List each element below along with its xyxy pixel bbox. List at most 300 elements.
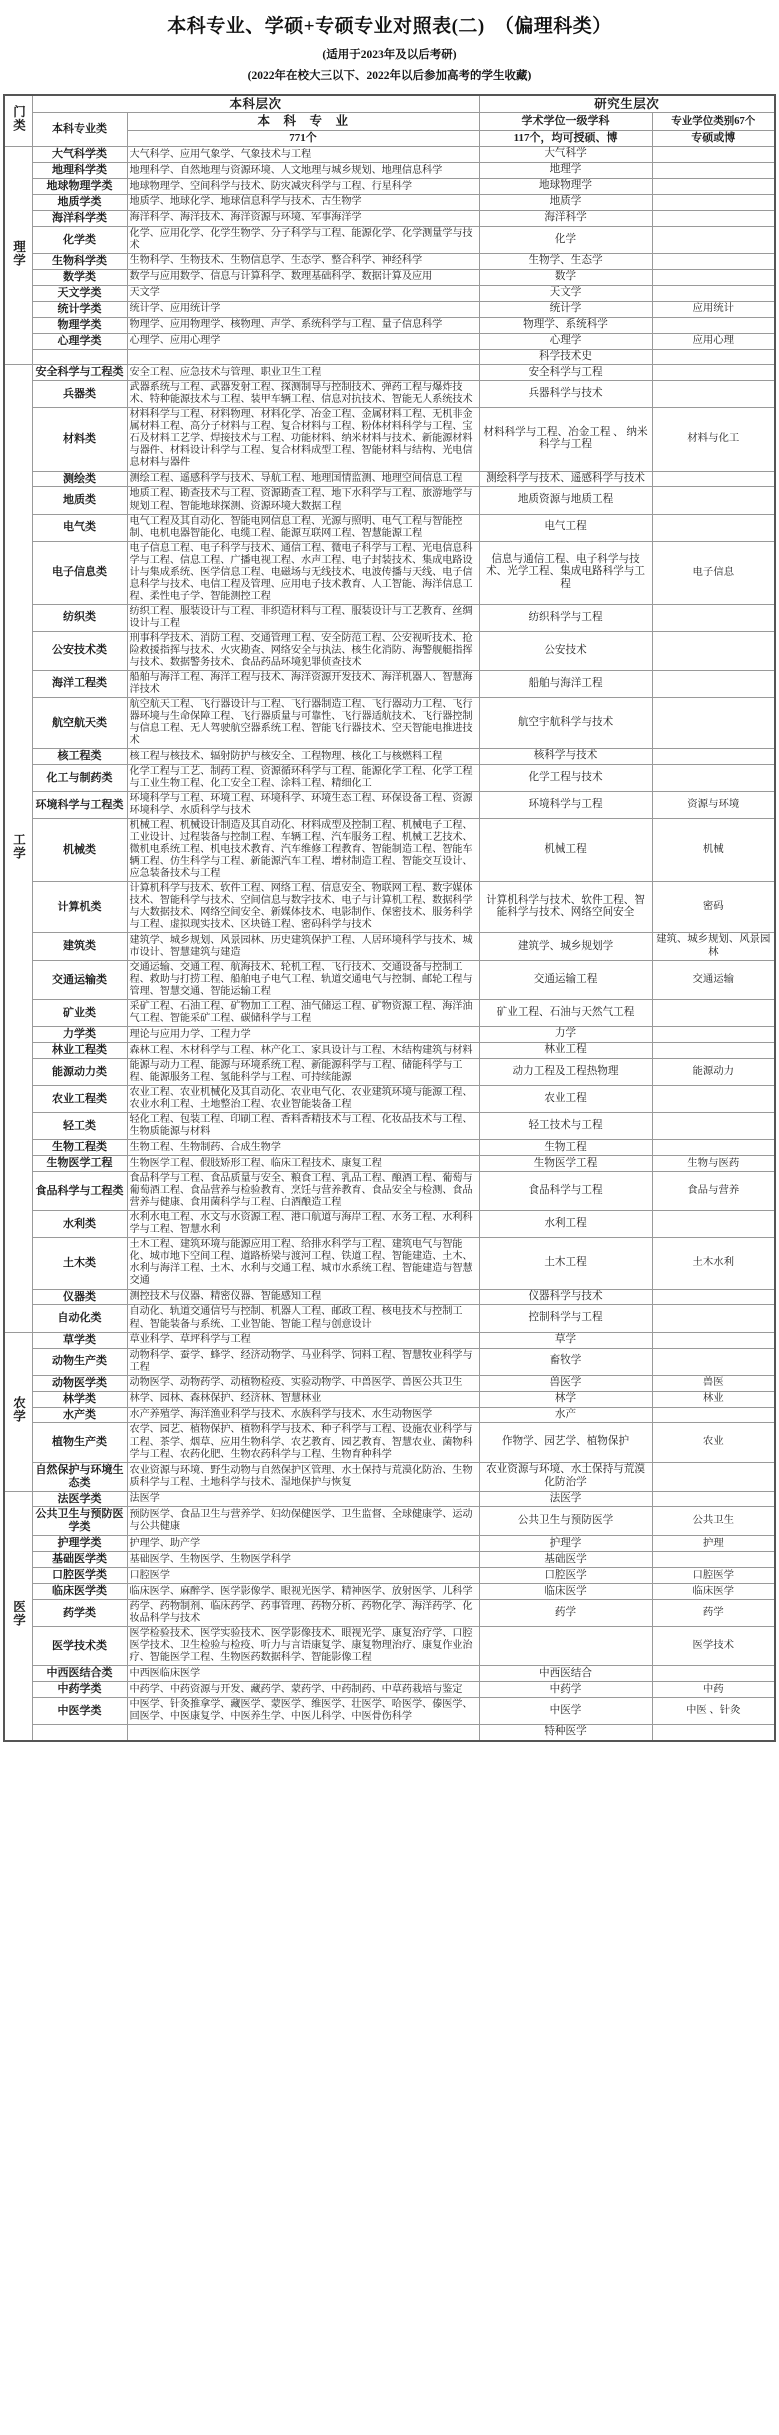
undergrad-majors-cell: 天文学 [127,285,479,301]
professional-degree-cell [652,1113,775,1140]
professional-degree-cell [652,487,775,514]
table-row [4,882,775,933]
undergrad-majors-cell: 法医学 [127,1491,479,1507]
professional-degree-cell [652,1027,775,1043]
professional-degree-cell: 生物与医药 [652,1156,775,1172]
academic-discipline-cell: 地质学 [479,195,652,211]
undergrad-majors-cell: 食品科学与工程、食品质量与安全、粮食工程、乳品工程、酿酒工程、葡萄与葡萄酒工程、食品营养与检验教育、烹饪与营养教育、食品安全与检测、食品营养与健康、食用菌科学与工程、白酒酿造工程 [127,1172,479,1211]
academic-discipline-cell: 兽医学 [479,1375,652,1391]
professional-degree-cell: 药学 [652,1600,775,1627]
table-row [4,1043,775,1059]
table-row [4,1113,775,1140]
academic-discipline-cell: 化学工程与技术 [479,765,652,792]
undergrad-category-cell: 林学类 [32,1391,127,1407]
undergrad-category-cell: 口腔医学类 [32,1568,127,1584]
header-undergrad-category: 本科专业类 [32,113,127,147]
table-row [4,210,775,226]
undergrad-category-cell: 材料类 [32,408,127,471]
academic-discipline-cell: 矿业工程、石油与天然气工程 [479,1000,652,1027]
undergrad-category-cell: 土木类 [32,1238,127,1289]
undergrad-majors-cell: 农学、园艺、植物保护、植物科学与技术、种子科学与工程、设施农业科学与工程、茶学、烟草、应用生物科学、农艺教育、园艺教育、智慧农业、菌物科学与工程、农药化肥、生物农药科学与工程、生物育种科学 [127,1423,479,1462]
table-row [4,163,775,179]
undergrad-majors-cell: 化学、应用化学、化学生物学、分子科学与工程、能源化学、化学测量学与技术 [127,226,479,253]
undergrad-category-cell: 植物生产类 [32,1423,127,1462]
header-men-lei [4,95,32,147]
professional-degree-cell [652,1211,775,1238]
academic-discipline-cell: 天文学 [479,285,652,301]
page-subtitle-audience: (2022年在校大三以下、2022年以后参加高考的学生收藏) [247,69,532,82]
academic-discipline-cell: 轻工技术与工程 [479,1113,652,1140]
undergrad-category-cell: 安全科学与工程类 [32,365,127,381]
academic-discipline-cell: 建筑学、城乡规划学 [479,933,652,961]
header-row-columns [4,113,775,131]
professional-degree-cell: 医学技术 [652,1627,775,1666]
academic-discipline-cell: 林学 [479,1391,652,1407]
table-row [4,1698,775,1725]
academic-discipline-cell: 科学技术史 [479,349,652,365]
men-lei-label: 农学 [11,1396,26,1424]
professional-degree-cell [652,670,775,697]
table-row [4,333,775,349]
undergrad-majors-cell: 药学、药物制剂、临床药学、药事管理、药物分析、药物化学、海洋药学、化妆品科学与技术 [127,1600,479,1627]
header-academic-count: 117个，均可授硕、博 [479,131,652,147]
undergrad-category-cell: 机械类 [32,819,127,882]
academic-discipline-cell: 电气工程 [479,514,652,541]
undergrad-category-cell: 海洋工程类 [32,670,127,697]
undergrad-category-cell: 统计学类 [32,301,127,317]
undergrad-category-cell: 纺织类 [32,604,127,631]
undergrad-category-cell: 药学类 [32,1600,127,1627]
undergrad-majors-cell: 地理科学、自然地理与资源环境、人文地理与城乡规划、地理信息科学 [127,163,479,179]
undergrad-category-cell: 动物医学类 [32,1375,127,1391]
table-row [4,365,775,381]
undergrad-majors-cell: 自动化、轨道交通信号与控制、机器人工程、邮政工程、核电技术与控制工程、智能装备与系统、工业智能、智能工程与创意设计 [127,1305,479,1332]
professional-degree-cell: 食品与营养 [652,1172,775,1211]
table-row [4,349,775,365]
academic-discipline-cell: 土木工程 [479,1238,652,1289]
undergrad-majors-cell: 纺织工程、服装设计与工程、非织造材料与工程、服装设计与工艺教育、丝绸设计与工程 [127,604,479,631]
professional-degree-cell: 密码 [652,882,775,933]
academic-discipline-cell: 生物学、生态学 [479,254,652,270]
undergrad-majors-cell: 动物科学、蚕学、蜂学、经济动物学、马业科学、饲料工程、智慧牧业科学与工程 [127,1348,479,1375]
academic-discipline-cell: 兵器科学与技术 [479,381,652,408]
undergrad-category-cell: 矿业类 [32,1000,127,1027]
table-row [4,1000,775,1027]
undergrad-category-cell: 能源动力类 [32,1059,127,1086]
undergrad-majors-cell: 建筑学、城乡规划、风景园林、历史建筑保护工程、人居环境科学与技术、城市设计、智慧建筑与建造 [127,933,479,961]
undergrad-majors-cell: 中西医临床医学 [127,1666,479,1682]
academic-discipline-cell: 公共卫生与预防医学 [479,1507,652,1536]
undergrad-majors-cell: 安全工程、应急技术与管理、职业卫生工程 [127,365,479,381]
professional-degree-cell [652,514,775,541]
table-row [4,487,775,514]
table-row [4,792,775,819]
table-row [4,1682,775,1698]
undergrad-majors-cell: 武器系统与工程、武器发射工程、探测制导与控制技术、弹药工程与爆炸技术、特种能源技术与工程、装甲车辆工程、信息对抗技术、智能无人系统技术 [127,381,479,408]
academic-discipline-cell: 特种医学 [479,1725,652,1741]
header-academic-degree: 学术学位一级学科 [479,113,652,131]
professional-degree-cell [652,604,775,631]
undergrad-majors-cell: 理论与应用力学、工程力学 [127,1027,479,1043]
professional-degree-cell: 公共卫生 [652,1507,775,1536]
undergrad-majors-cell: 地质工程、勘查技术与工程、资源勘查工程、地下水科学与工程、旅游地学与规划工程、智能地球探测、资源环境大数据工程 [127,487,479,514]
academic-discipline-cell: 动力工程及工程热物理 [479,1059,652,1086]
table-row [4,1552,775,1568]
academic-discipline-cell: 仪器科学与技术 [479,1289,652,1305]
table-row [4,1238,775,1289]
undergrad-category-cell: 海洋科学类 [32,210,127,226]
header-grad-level: 研究生层次 [479,95,775,113]
undergrad-category-cell: 中医学类 [32,1698,127,1725]
table-row [4,1059,775,1086]
academic-discipline-cell: 控制科学与工程 [479,1305,652,1332]
undergrad-majors-cell: 船舶与海洋工程、海洋工程与技术、海洋资源开发技术、海洋机器人、智慧海洋技术 [127,670,479,697]
undergrad-majors-cell: 森林工程、木材科学与工程、林产化工、家具设计与工程、木结构建筑与材料 [127,1043,479,1059]
undergrad-majors-cell: 心理学、应用心理学 [127,333,479,349]
men-lei-cell [4,147,32,365]
undergrad-category-cell: 水利类 [32,1211,127,1238]
undergrad-majors-cell: 测绘工程、遥感科学与技术、导航工程、地理国情监测、地理空间信息工程 [127,471,479,487]
table-row [4,1289,775,1305]
undergrad-majors-cell: 轻化工程、包装工程、印刷工程、香料香精技术与工程、化妆品技术与工程、生物质能源与材料 [127,1113,479,1140]
table-row [4,1305,775,1332]
table-row [4,1600,775,1627]
academic-discipline-cell: 材料科学与工程、冶金工程 、 纳米科学与工程 [479,408,652,471]
academic-discipline-cell: 纺织科学与工程 [479,604,652,631]
undergrad-category-cell: 航空航天类 [32,697,127,748]
undergrad-majors-cell: 水产养殖学、海洋渔业科学与技术、水族科学与技术、水生动物医学 [127,1407,479,1423]
table-row [4,269,775,285]
professional-degree-cell [652,1552,775,1568]
undergrad-majors-cell: 数学与应用数学、信息与计算科学、数理基础科学、数据计算及应用 [127,269,479,285]
professional-degree-cell [652,1462,775,1491]
table-row [4,1584,775,1600]
professional-degree-cell: 机械 [652,819,775,882]
undergrad-majors-cell: 草业科学、草坪科学与工程 [127,1332,479,1348]
undergrad-majors-cell: 采矿工程、石油工程、矿物加工工程、油气储运工程、矿物资源工程、海洋油气工程、智能采矿工程、碳储科学与工程 [127,1000,479,1027]
men-lei-label: 工学 [11,833,26,861]
undergrad-category-cell: 交通运输类 [32,961,127,1000]
undergrad-majors-cell: 海洋科学、海洋技术、海洋资源与环境、军事海洋学 [127,210,479,226]
academic-discipline-cell: 地理学 [479,163,652,179]
professional-degree-cell: 农业 [652,1423,775,1462]
undergrad-category-cell: 自动化类 [32,1305,127,1332]
undergrad-category-cell: 轻工类 [32,1113,127,1140]
academic-discipline-cell: 口腔医学 [479,1568,652,1584]
undergrad-category-cell: 林业工程类 [32,1043,127,1059]
header-row-levels [4,95,775,113]
professional-degree-cell: 兽医 [652,1375,775,1391]
undergrad-category-cell: 中药学类 [32,1682,127,1698]
undergrad-category-cell: 农业工程类 [32,1086,127,1113]
undergrad-majors-cell: 电子信息工程、电子科学与技术、通信工程、微电子科学与工程、光电信息科学与工程、信息工程、广播电视工程、水声工程、电子封装技术、集成电路设计与集成系统、医学信息工程、电磁场与无线技术、电波传播与天线、电子信息科学与技术、电信工程及管理、应用电子技术教育、人工智能、海洋信息工程、柔性电子学、智能测控工程 [127,541,479,604]
academic-discipline-cell: 生物工程 [479,1140,652,1156]
academic-discipline-cell: 基础医学 [479,1552,652,1568]
professional-degree-cell [652,269,775,285]
table-row [4,1332,775,1348]
undergrad-majors-cell: 医学检验技术、医学实验技术、医学影像技术、眼视光学、康复治疗学、口腔医学技术、卫生检验与检疫、听力与言语康复学、康复物理治疗、康复作业治疗、智能医学工程、生物医药数据科学、智能影像工程 [127,1627,479,1666]
table-row [4,1375,775,1391]
professional-degree-cell: 应用心理 [652,333,775,349]
academic-discipline-cell: 机械工程 [479,819,652,882]
undergrad-category-cell [32,349,127,365]
professional-degree-cell [652,1725,775,1741]
academic-discipline-cell: 核科学与技术 [479,749,652,765]
undergrad-majors-cell: 水利水电工程、水文与水资源工程、港口航道与海岸工程、水务工程、水利科学与工程、智慧水利 [127,1211,479,1238]
header-undergrad-count: 771个 [127,131,479,147]
professional-degree-cell: 电子信息 [652,541,775,604]
professional-degree-cell [652,471,775,487]
undergrad-category-cell: 计算机类 [32,882,127,933]
undergrad-category-cell: 生物科学类 [32,254,127,270]
academic-discipline-cell: 公安技术 [479,631,652,670]
undergrad-category-cell: 电气类 [32,514,127,541]
undergrad-majors-cell: 口腔医学 [127,1568,479,1584]
table-row [4,1086,775,1113]
academic-discipline-cell: 中药学 [479,1682,652,1698]
undergrad-majors-cell: 林学、园林、森林保护、经济林、智慧林业 [127,1391,479,1407]
undergrad-category-cell: 草学类 [32,1332,127,1348]
academic-discipline-cell: 统计学 [479,301,652,317]
undergrad-majors-cell: 生物工程、生物制药、合成生物学 [127,1140,479,1156]
men-lei-cell [4,1332,32,1491]
professional-degree-cell [652,1140,775,1156]
undergrad-category-cell: 中西医结合类 [32,1666,127,1682]
academic-discipline-cell: 临床医学 [479,1584,652,1600]
undergrad-majors-cell: 大气科学、应用气象学、气象技术与工程 [127,147,479,163]
academic-discipline-cell: 物理学、系统科学 [479,317,652,333]
table-row [4,285,775,301]
table-row [4,1725,775,1741]
academic-discipline-cell: 农业资源与环境、水土保持与荒漠化防治学 [479,1462,652,1491]
table-row [4,1507,775,1536]
academic-discipline-cell: 安全科学与工程 [479,365,652,381]
professional-degree-cell [652,147,775,163]
professional-degree-cell [652,1407,775,1423]
undergrad-category-cell: 公安技术类 [32,631,127,670]
table-row [4,381,775,408]
header-professional-degree: 专业学位类别67个 [652,113,775,131]
table-row [4,1568,775,1584]
academic-discipline-cell: 地球物理学 [479,179,652,195]
professional-degree-cell [652,765,775,792]
academic-discipline-cell: 水产 [479,1407,652,1423]
table-row [4,541,775,604]
page-subtitle-applicability: (适用于2023年及以后考研) [322,48,457,61]
undergrad-category-cell: 动物生产类 [32,1348,127,1375]
table-row [4,408,775,471]
men-lei-label: 医学 [11,1600,26,1628]
table-row [4,1348,775,1375]
academic-discipline-cell: 环境科学与工程 [479,792,652,819]
academic-discipline-cell: 船舶与海洋工程 [479,670,652,697]
academic-discipline-cell: 法医学 [479,1491,652,1507]
undergrad-majors-cell: 电气工程及其自动化、智能电网信息工程、光源与照明、电气工程与智能控制、电机电器智能化、电缆工程、能源互联网工程、智慧能源工程 [127,514,479,541]
undergrad-category-cell: 化学类 [32,226,127,253]
undergrad-majors-cell: 地质学、地球化学、地球信息科学与技术、古生物学 [127,195,479,211]
page-title: 本科专业、学硕+专硕专业对照表(二) （偏理科类） [167,16,612,37]
undergrad-majors-cell [127,349,479,365]
table-row [4,933,775,961]
table-row [4,254,775,270]
table-row [4,1462,775,1491]
undergrad-category-cell: 地理科学类 [32,163,127,179]
academic-discipline-cell: 药学 [479,1600,652,1627]
academic-discipline-cell: 力学 [479,1027,652,1043]
undergrad-majors-cell: 航空航天工程、飞行器设计与工程、飞行器制造工程、飞行器动力工程、飞行器环境与生命保障工程、飞行器质量与可靠性、飞行器适航技术、飞行器控制与信息工程、无人驾驶航空器系统工程、智能飞行器技术、空天智能电推进技术 [127,697,479,748]
professional-degree-cell [652,365,775,381]
academic-discipline-cell: 航空宇航科学与技术 [479,697,652,748]
table-row [4,749,775,765]
undergrad-majors-cell: 动物医学、动物药学、动植物检疫、实验动物学、中兽医学、兽医公共卫生 [127,1375,479,1391]
table-row [4,226,775,253]
undergrad-category-cell: 仪器类 [32,1289,127,1305]
table-row [4,1491,775,1507]
table-row [4,471,775,487]
table-row [4,1407,775,1423]
undergrad-majors-cell: 计算机科学与技术、软件工程、网络工程、信息安全、物联网工程、数字媒体技术、智能科学与技术、空间信息与数字技术、电子与计算机工程、数据科学与大数据技术、网络空间安全、新媒体技术、电影制作、保密技术、服务科学与工程、虚拟现实技术、区块链工程、密码科学与技术 [127,882,479,933]
professional-degree-cell [652,1348,775,1375]
academic-discipline-cell: 草学 [479,1332,652,1348]
academic-discipline-cell: 数学 [479,269,652,285]
professional-degree-cell: 建筑、城乡规划、风景园林 [652,933,775,961]
academic-discipline-cell: 林业工程 [479,1043,652,1059]
undergrad-category-cell: 法医学类 [32,1491,127,1507]
professional-degree-cell [652,349,775,365]
professional-degree-cell: 土木水利 [652,1238,775,1289]
table-row [4,670,775,697]
men-lei-label: 理学 [11,240,26,268]
undergrad-category-cell [32,1725,127,1741]
academic-discipline-cell [479,1627,652,1666]
undergrad-majors-cell: 环境科学与工程、环境工程、环境科学、环境生态工程、环保设备工程、资源环境科学、水质科学与技术 [127,792,479,819]
undergrad-majors-cell: 农业工程、农业机械化及其自动化、农业电气化、农业建筑环境与能源工程、农业水利工程、土地整治工程、农业智能装备工程 [127,1086,479,1113]
professional-degree-cell: 中药 [652,1682,775,1698]
undergrad-category-cell: 建筑类 [32,933,127,961]
professional-degree-cell [652,1305,775,1332]
professional-degree-cell [652,285,775,301]
undergrad-category-cell: 地质学类 [32,195,127,211]
header-men-lei-label: 门类 [11,105,26,133]
table-row [4,697,775,748]
undergrad-category-cell: 力学类 [32,1027,127,1043]
undergrad-majors-cell: 物理学、应用物理学、核物理、声学、系统科学与工程、量子信息科学 [127,317,479,333]
header-professional-count: 专硕或博 [652,131,775,147]
undergrad-category-cell: 物理学类 [32,317,127,333]
undergrad-majors-cell: 测控技术与仪器、精密仪器、智能感知工程 [127,1289,479,1305]
academic-discipline-cell: 食品科学与工程 [479,1172,652,1211]
undergrad-category-cell: 自然保护与环境生态类 [32,1462,127,1491]
table-row [4,1156,775,1172]
table-row [4,1027,775,1043]
professional-degree-cell: 资源与环境 [652,792,775,819]
undergrad-majors-cell: 土木工程、建筑环境与能源应用工程、给排水科学与工程、建筑电气与智能化、城市地下空间工程、道路桥梁与渡河工程、铁道工程、智能建造、土木、水利与海洋工程、土木、水利与交通工程、城市水系统工程、智能建造与智慧交通 [127,1238,479,1289]
undergrad-majors-cell: 中药学、中药资源与开发、藏药学、蒙药学、中药制药、中草药栽培与鉴定 [127,1682,479,1698]
table-row [4,604,775,631]
undergrad-category-cell: 水产类 [32,1407,127,1423]
comparison-table [3,94,776,1742]
professional-degree-cell [652,195,775,211]
undergrad-category-cell: 地球物理学类 [32,179,127,195]
undergrad-majors-cell: 核工程与核技术、辐射防护与核安全、工程物理、核化工与核燃料工程 [127,749,479,765]
table-row [4,1391,775,1407]
table-row [4,765,775,792]
men-lei-cell [4,1491,32,1741]
professional-degree-cell: 护理 [652,1536,775,1552]
professional-degree-cell [652,254,775,270]
professional-degree-cell [652,179,775,195]
undergrad-majors-cell: 生物医学工程、假肢矫形工程、临床工程技术、康复工程 [127,1156,479,1172]
academic-discipline-cell: 生物医学工程 [479,1156,652,1172]
header-undergrad-major: 本 科 专 业 [127,113,479,131]
academic-discipline-cell: 农业工程 [479,1086,652,1113]
professional-degree-cell [652,226,775,253]
undergrad-majors-cell: 能源与动力工程、能源与环境系统工程、新能源科学与工程、储能科学与工程、能源服务工程、氢能科学与工程、可持续能源 [127,1059,479,1086]
undergrad-category-cell: 大气科学类 [32,147,127,163]
undergrad-majors-cell: 刑事科学技术、消防工程、交通管理工程、安全防范工程、公安视听技术、抢险救援指挥与技术、火灾勘查、网络安全与执法、核生化消防、海警舰艇指挥与技术、数据警务技术、食品药品环境犯罪侦查技术 [127,631,479,670]
table-row [4,1211,775,1238]
table-header [4,95,775,147]
table-row [4,514,775,541]
table-row [4,1140,775,1156]
undergrad-category-cell: 兵器类 [32,381,127,408]
undergrad-category-cell: 心理学类 [32,333,127,349]
professional-degree-cell [652,1491,775,1507]
professional-degree-cell: 应用统计 [652,301,775,317]
professional-degree-cell: 中医 、针灸 [652,1698,775,1725]
undergrad-majors-cell: 交通运输、交通工程、航海技术、轮机工程、飞行技术、交通设备与控制工程、救助与打捞工程、船舶电子电气工程、轨道交通电气与控制、邮轮工程与管理、智慧交通、智能运输工程 [127,961,479,1000]
undergrad-category-cell: 基础医学类 [32,1552,127,1568]
undergrad-category-cell: 医学技术类 [32,1627,127,1666]
academic-discipline-cell: 计算机科学与技术、软件工程、智能科学与技术、网络空间安全 [479,882,652,933]
academic-discipline-cell: 作物学、园艺学、植物保护 [479,1423,652,1462]
professional-degree-cell [652,381,775,408]
table-row [4,147,775,163]
undergrad-majors-cell: 预防医学、食品卫生与营养学、妇幼保健医学、卫生监督、全球健康学、运动与公共健康 [127,1507,479,1536]
undergrad-category-cell: 数学类 [32,269,127,285]
undergrad-category-cell: 食品科学与工程类 [32,1172,127,1211]
undergrad-category-cell: 临床医学类 [32,1584,127,1600]
professional-degree-cell [652,1000,775,1027]
professional-degree-cell [652,697,775,748]
undergrad-majors-cell: 机械工程、机械设计制造及其自动化、材料成型及控制工程、机械电子工程、工业设计、过程装备与控制工程、车辆工程、汽车服务工程、机械工艺技术、微机电系统工程、机电技术教育、汽车维修工程教育、智能制造工程、智能车辆工程、仿生科学与工程、新能源汽车工程、增材制造工程、智能交互设计、应急装备技术与工程 [127,819,479,882]
academic-discipline-cell: 测绘科学与技术、遥感科学与技术 [479,471,652,487]
undergrad-category-cell: 化工与制药类 [32,765,127,792]
table-row [4,1172,775,1211]
professional-degree-cell [652,163,775,179]
undergrad-majors-cell: 护理学、助产学 [127,1536,479,1552]
undergrad-majors-cell: 化学工程与工艺、制药工程、资源循环科学与工程、能源化学工程、化学工程与工业生物工程、化工安全工程、涂料工程、精细化工 [127,765,479,792]
professional-degree-cell [652,1043,775,1059]
table-row [4,1627,775,1666]
professional-degree-cell [652,749,775,765]
professional-degree-cell [652,1289,775,1305]
professional-degree-cell: 临床医学 [652,1584,775,1600]
academic-discipline-cell: 信息与通信工程、电子科学与技术、光学工程、集成电路科学与工程 [479,541,652,604]
table-row [4,179,775,195]
undergrad-category-cell: 天文学类 [32,285,127,301]
professional-degree-cell [652,1332,775,1348]
undergrad-category-cell: 生物医学工程 [32,1156,127,1172]
table-row [4,631,775,670]
professional-degree-cell [652,631,775,670]
academic-discipline-cell: 畜牧学 [479,1348,652,1375]
undergrad-majors-cell: 临床医学、麻醉学、医学影像学、眼视光医学、精神医学、放射医学、儿科学 [127,1584,479,1600]
undergrad-majors-cell: 生物科学、生物技术、生物信息学、生态学、整合科学、神经科学 [127,254,479,270]
undergrad-majors-cell: 农业资源与环境、野生动物与自然保护区管理、水土保持与荒漠化防治、生物质科学与工程、土地科学与技术、湿地保护与恢复 [127,1462,479,1491]
professional-degree-cell [652,210,775,226]
table-row [4,317,775,333]
